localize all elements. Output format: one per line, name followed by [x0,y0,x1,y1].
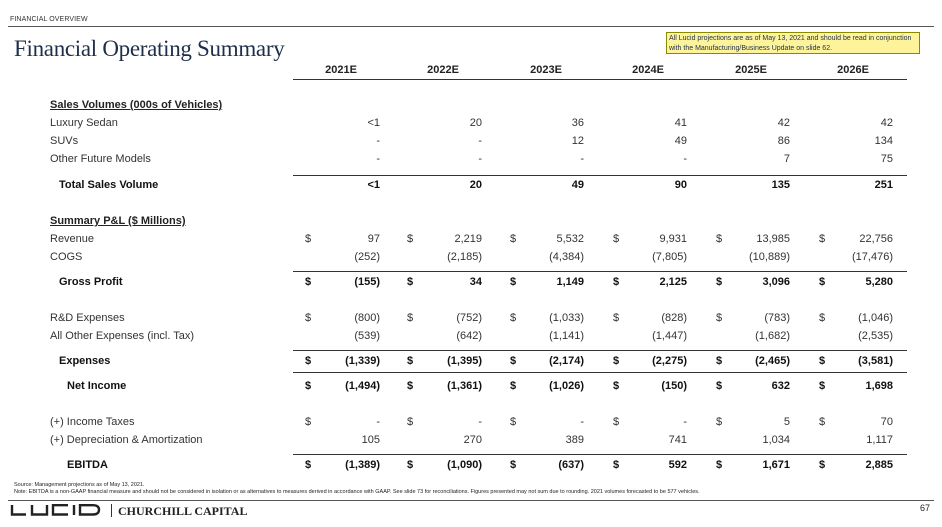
gross-profit-2021e-value: (155) [354,276,380,288]
cogs-2021e-value: (252) [354,251,380,263]
rnd-2025e-value: (783) [764,312,790,324]
dollar-sign: $ [819,233,826,245]
row-label-revenue: Revenue [50,233,95,245]
cogs-2022e-value: (2,185) [447,251,482,263]
dollar-sign: $ [819,416,826,428]
rnd-2026e-value: (1,046) [858,312,893,324]
source-footnote: Source: Management projections as of May 13, 2021. [14,482,145,488]
section-label: FINANCIAL OVERVIEW [10,16,88,23]
row-label-rnd: R&D Expenses [50,312,125,324]
dollar-sign: $ [407,380,414,392]
dollar-sign: $ [510,312,517,324]
dollar-sign: $ [716,233,723,245]
expenses-2026e-value: (3,581) [858,355,893,367]
taxes-2026e-value: 70 [880,416,893,428]
page-number: 67 [919,503,930,513]
row-label-da: (+) Depreciation & Amortization [50,434,203,446]
gross-profit-2026e-value: 5,280 [865,276,893,288]
gross-profit-2025e-value: 3,096 [762,276,790,288]
suvs-2026e-value: 134 [874,135,893,147]
cogs-2025e-value: (10,889) [749,251,790,263]
other-2022e-value: - [478,153,482,165]
row-label-luxury-sedan: Luxury Sedan [50,117,118,129]
row-label-taxes: (+) Income Taxes [50,416,135,428]
bottom-divider [8,500,934,501]
ebitda-2021e-value: (1,389) [345,459,380,471]
dollar-sign: $ [407,459,414,471]
rnd-2024e-value: (828) [661,312,687,324]
dollar-sign: $ [716,276,723,288]
luxury-sedan-2025e-value: 42 [777,117,790,129]
revenue-2025e-value: 13,985 [756,233,790,245]
suvs-2023e-value: 12 [571,135,584,147]
row-label-cogs: COGS [50,251,83,263]
rnd-2022e-value: (752) [456,312,482,324]
other-exp-2024e-value: (1,447) [652,330,687,342]
lucid-logo [10,504,108,516]
suvs-2022e-value: - [478,135,482,147]
dollar-sign: $ [613,380,620,392]
total-2021e-value: <1 [367,179,380,191]
dollar-sign: $ [305,233,312,245]
dollar-sign: $ [407,312,414,324]
expenses-2024e-value: (2,275) [652,355,687,367]
year-header-2021e: 2021E [325,64,357,76]
revenue-2026e-value: 22,756 [859,233,893,245]
year-header-rule [293,79,907,80]
rnd-2023e-value: (1,033) [549,312,584,324]
dollar-sign: $ [613,233,620,245]
taxes-2021e-value: - [376,416,380,428]
dollar-sign: $ [716,355,723,367]
other-2025e-value: 7 [783,153,790,165]
net-income-2023e-value: (1,026) [549,380,584,392]
dollar-sign: $ [305,312,312,324]
revenue-2024e-value: 9,931 [659,233,687,245]
projection-note: All Lucid projections are as of May 13, 2021 and should be read in conjunction with the Manufacturing/Business Update on slide 62. [666,32,920,54]
ebitda-footnote: Note: EBITDA is a non-GAAP financial measure and should not be considered in isolation or as alternatives to measures derived in accordance with GAAP. See slide 73 for reconciliations. Figures presented may not sum due to rounding. 2021 volumes forecasted to be 577 vehicles. [14,489,700,495]
taxes-2023e-value: - [580,416,584,428]
dollar-sign: $ [407,276,414,288]
dollar-sign: $ [510,380,517,392]
dollar-sign: $ [819,459,826,471]
year-header-2022e: 2022E [427,64,459,76]
row-label-other-exp: All Other Expenses (incl. Tax) [50,330,195,342]
dollar-sign: $ [613,459,620,471]
cogs-2024e-value: (7,805) [652,251,687,263]
cogs-2026e-value: (17,476) [852,251,893,263]
total-2023e-value: 49 [571,179,584,191]
cogs-2023e-value: (4,384) [549,251,584,263]
total-2026e-value: 251 [874,179,893,191]
row-label-gross-profit: Gross Profit [59,276,123,288]
gross-profit-2024e-value: 2,125 [659,276,687,288]
page-title: Financial Operating Summary [14,36,285,61]
row-label-ebitda: EBITDA [67,459,108,471]
dollar-sign: $ [510,459,517,471]
net-income-2026e-value: 1,698 [865,380,893,392]
da-2026e-value: 1,117 [866,434,893,446]
dollar-sign: $ [819,276,826,288]
other-exp-2026e-value: (2,535) [858,330,893,342]
dollar-sign: $ [716,312,723,324]
row-label-total: Total Sales Volume [59,179,159,191]
da-2022e-value: 270 [463,434,482,446]
revenue-2023e-value: 5,532 [556,233,584,245]
revenue-2022e-value: 2,219 [454,233,482,245]
luxury-sedan-2022e-value: 20 [469,117,482,129]
da-2023e-value: 389 [565,434,584,446]
dollar-sign: $ [613,276,620,288]
total-2024e-value: 90 [674,179,687,191]
top-divider [8,26,934,27]
dollar-sign: $ [510,355,517,367]
dollar-sign: $ [510,233,517,245]
net-income-2024e-value: (150) [661,380,687,392]
da-2024e-value: 741 [668,434,687,446]
total-volume-rule [293,175,907,176]
dollar-sign: $ [407,355,414,367]
other-2023e-value: - [580,153,584,165]
year-header-2023e: 2023E [530,64,562,76]
ebitda-2025e-value: 1,671 [762,459,790,471]
suvs-2025e-value: 86 [777,135,790,147]
row-label-expenses: Expenses [59,355,111,367]
churchill-capital-logo: CHURCHILL CAPITAL [118,504,248,518]
year-header-2026e: 2026E [837,64,869,76]
other-2021e-value: - [376,153,380,165]
other-exp-2022e-value: (642) [456,330,482,342]
row-label-other: Other Future Models [50,153,151,165]
dollar-sign: $ [716,380,723,392]
pl-header: Summary P&L ($ Millions) [50,215,186,227]
dollar-sign: $ [407,416,414,428]
luxury-sedan-2021e-value: <1 [367,117,380,129]
da-2021e-value: 105 [361,434,380,446]
other-exp-2023e-value: (1,141) [549,330,584,342]
other-exp-2025e-value: (1,682) [755,330,790,342]
taxes-2025e-value: 5 [783,416,790,428]
row-label-net-income: Net Income [67,380,127,392]
dollar-sign: $ [305,380,312,392]
suvs-2021e-value: - [376,135,380,147]
total-2022e-value: 20 [469,179,482,191]
rnd-2021e-value: (800) [354,312,380,324]
ebitda-2024e-value: 592 [668,459,687,471]
gross-profit-2022e-value: 34 [469,276,482,288]
expenses-2023e-value: (2,174) [549,355,584,367]
taxes-2022e-value: - [478,416,482,428]
gross-profit-rule [293,271,907,272]
net-income-2025e-value: 632 [771,380,790,392]
dollar-sign: $ [613,312,620,324]
ebitda-rule [293,454,907,455]
dollar-sign: $ [305,276,312,288]
ebitda-2023e-value: (637) [558,459,584,471]
dollar-sign: $ [613,416,620,428]
dollar-sign: $ [613,355,620,367]
dollar-sign: $ [819,380,826,392]
dollar-sign: $ [407,233,414,245]
taxes-2024e-value: - [683,416,687,428]
gross-profit-2023e-value: 1,149 [556,276,584,288]
row-label-suvs: SUVs [50,135,79,147]
luxury-sedan-2024e-value: 41 [674,117,687,129]
luxury-sedan-2026e-value: 42 [880,117,893,129]
dollar-sign: $ [716,416,723,428]
total-2025e-value: 135 [771,179,790,191]
ebitda-2026e-value: 2,885 [865,459,893,471]
suvs-2024e-value: 49 [674,135,687,147]
expenses-2022e-value: (1,395) [447,355,482,367]
dollar-sign: $ [819,312,826,324]
dollar-sign: $ [510,416,517,428]
other-2024e-value: - [683,153,687,165]
year-header-2024e: 2024E [632,64,664,76]
revenue-2021e-value: 97 [367,233,380,245]
dollar-sign: $ [305,355,312,367]
luxury-sedan-2023e-value: 36 [571,117,584,129]
dollar-sign: $ [716,459,723,471]
logo-separator [111,504,112,517]
net-income-2022e-value: (1,361) [447,380,482,392]
da-2025e-value: 1,034 [762,434,790,446]
dollar-sign: $ [510,276,517,288]
year-header-2025e: 2025E [735,64,767,76]
expenses-top-rule [293,350,907,351]
dollar-sign: $ [819,355,826,367]
ebitda-2022e-value: (1,090) [447,459,482,471]
net-income-2021e-value: (1,494) [345,380,380,392]
expenses-2025e-value: (2,465) [755,355,790,367]
volumes-header: Sales Volumes (000s of Vehicles) [50,99,223,111]
expenses-bottom-rule [293,372,907,373]
other-exp-2021e-value: (539) [354,330,380,342]
expenses-2021e-value: (1,339) [345,355,380,367]
dollar-sign: $ [305,459,312,471]
other-2026e-value: 75 [880,153,893,165]
dollar-sign: $ [305,416,312,428]
